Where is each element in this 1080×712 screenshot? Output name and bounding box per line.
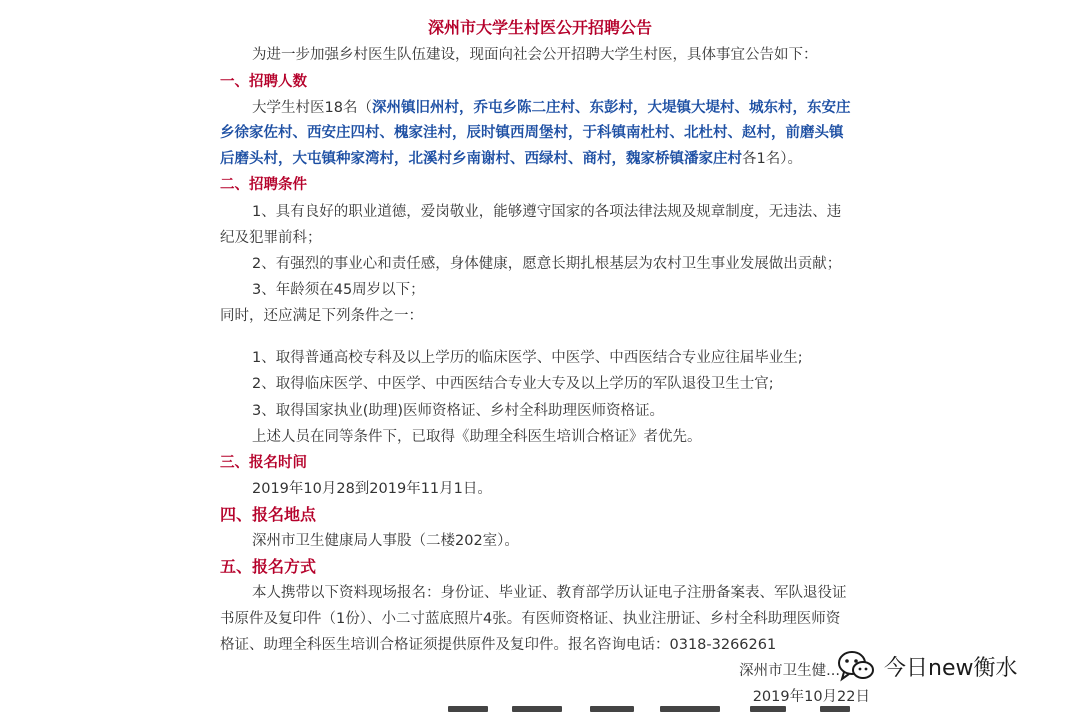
quota-prefix: 大学生村医18名（ bbox=[252, 100, 372, 116]
section1-line2: 乡徐家佐村、西安庄四村、槐家洼村，辰时镇西周堡村，于科镇南杜村、北杜村、赵村，前磨头镇 bbox=[220, 125, 844, 141]
next-section-fragment bbox=[420, 704, 870, 712]
priority-text: 上述人员在同等条件下，已取得《助理全科医生培训合格证》者优先。 bbox=[252, 429, 702, 445]
section2-heading: 二、招聘条件 bbox=[220, 177, 307, 193]
condition-2: 2、有强烈的事业心和责任感，身体健康，愿意长期扎根基层为农村卫生事业发展做出贡献； bbox=[252, 256, 842, 272]
section1-line1 bbox=[220, 97, 870, 121]
intro-text: 为进一步加强乡村医生队伍建设，现面向社会公开招聘大学生村医，具体事宜公告如下： bbox=[252, 47, 818, 63]
option-1: 1、取得普通高校专科及以上学历的临床医学、中医学、中西医结合专业应往届毕业生; bbox=[252, 350, 803, 366]
watermark bbox=[836, 648, 1017, 684]
condition-1-line1: 1、具有良好的职业道德，爱岗敬业，能够遵守国家的各项法律法规及规章制度，无违法、违 bbox=[252, 204, 842, 220]
section1-heading: 一、招聘人数 bbox=[220, 74, 307, 90]
method-line2: 书原件及复印件（1份）、小二寸蓝底照片4张。有医师资格证、执业注册证、乡村全科助理医师资 bbox=[220, 611, 841, 627]
option-2: 2、取得临床医学、中医学、中西医结合专业大专及以上学历的军队退役卫生士官; bbox=[252, 376, 774, 392]
registration-location: 深州市卫生健康局人事股（二楼202室）。 bbox=[252, 533, 519, 549]
wechat-icon bbox=[836, 648, 876, 684]
also-condition-text: 同时，还应满足下列条件之一： bbox=[220, 308, 423, 324]
registration-time: 2019年10月28到2019年11月1日。 bbox=[252, 481, 492, 497]
page-title: 深州市大学生村医公开招聘公告 bbox=[427, 18, 652, 37]
option-3: 3、取得国家执业(助理)医师资格证、乡村全科助理医师资格证。 bbox=[252, 403, 665, 419]
signature-date: 2019年10月22日 bbox=[752, 689, 870, 705]
section1-line3 bbox=[220, 148, 870, 172]
section3-heading: 三、报名时间 bbox=[220, 455, 307, 471]
method-line1: 本人携带以下资料现场报名：身份证、毕业证、教育部学历认证电子注册备案表、军队退役证 bbox=[252, 585, 847, 601]
quota-suffix: 各1名）。 bbox=[742, 151, 802, 167]
watermark-text: 今日new衡水 bbox=[884, 655, 1018, 681]
condition-1-line2: 纪及犯罪前科； bbox=[220, 230, 322, 246]
condition-3: 3、年龄须在45周岁以下； bbox=[252, 282, 425, 298]
signature-org: 深州市卫生健... bbox=[739, 663, 840, 679]
village-list: 后磨头村，大屯镇种家湾村，北溪村乡南谢村、西绿村、商村，魏家桥镇潘家庄村 bbox=[220, 151, 742, 167]
section4-heading: 四、报名地点 bbox=[220, 505, 317, 524]
section5-heading: 五、报名方式 bbox=[220, 557, 317, 576]
method-line3: 格证、助理全科医生培训合格证须提供原件及复印件。报名咨询电话：0318-3266261 bbox=[220, 637, 777, 653]
village-list: 深州镇旧州村，乔屯乡陈二庄村、东彭村，大堤镇大堤村、城东村，东安庄 bbox=[371, 100, 851, 116]
